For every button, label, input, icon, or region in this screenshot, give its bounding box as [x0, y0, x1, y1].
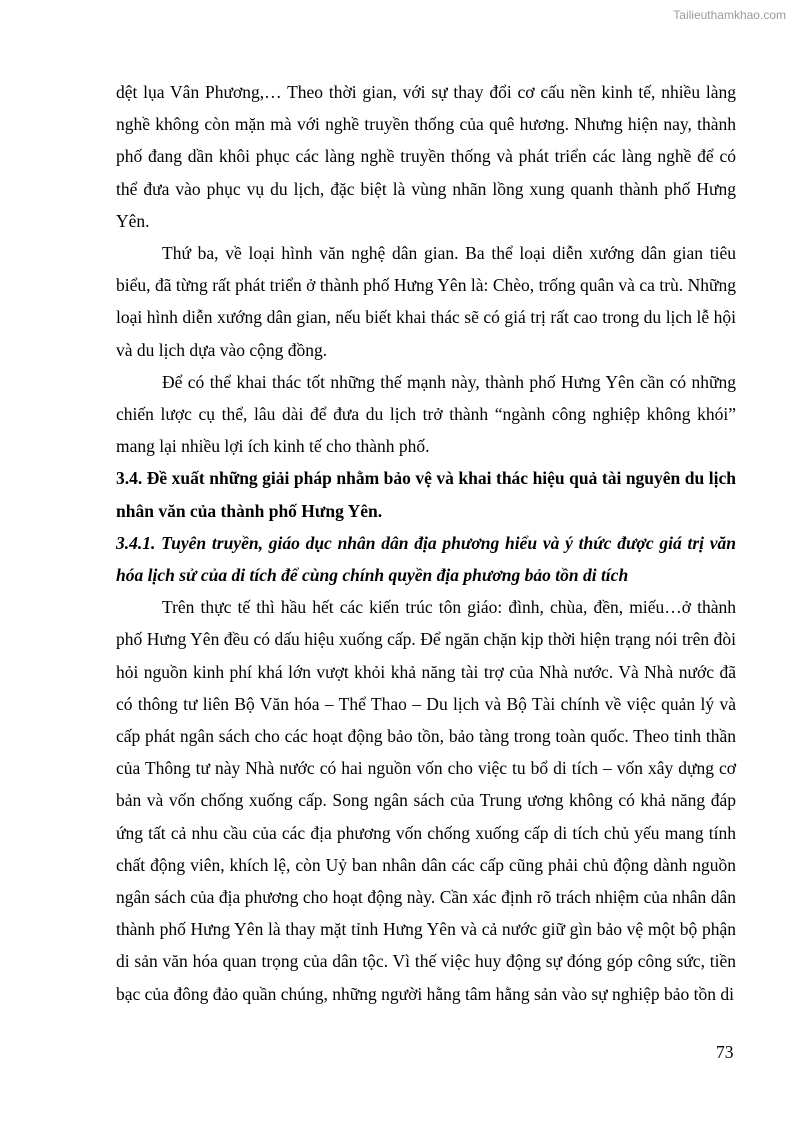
paragraph-1: dệt lụa Vân Phương,… Theo thời gian, với sự thay đổi cơ cấu nền kinh tế, nhiều làng nghề không còn mặn mà với nghề truyền thống của quê hương. Nhưng hiện nay, thành phố đang dần khôi phục các làng nghề truyền thống và phát triển các làng nghề để có thể đưa vào phục vụ du lịch, đặc biệt là vùng nhãn lồng xung quanh thành phố Hưng Yên.	[116, 82, 736, 231]
watermark: Tailieuthamkhao.com	[673, 8, 786, 22]
paragraph-4: Trên thực tế thì hầu hết các kiến trúc tôn giáo: đình, chùa, đền, miếu…ở thành phố Hưng Yên đều có dấu hiệu xuống cấp. Để ngăn chặn kịp thời hiện trạng nói trên đòi hỏi nguồn kinh phí khá lớn vượt khỏi khả năng tài trợ của Nhà nước. Và Nhà nước đã có thông tư liên Bộ Văn hóa – Thể Thao – Du lịch và Bộ Tài chính về việc quản lý và cấp phát ngân sách cho các hoạt động bảo tồn, bảo tàng trong toàn quốc. Theo tinh thần của Thông tư này Nhà nước có hai nguồn vốn cho việc tu bổ di tích – vốn xây dựng cơ bản và vốn chống xuống cấp. Song ngân sách của Trung ương không có khả năng đáp ứng tất cả nhu cầu của các địa phương vốn chống xuống cấp di tích chủ yếu mang tính chất động viên, khích lệ, còn Uỷ ban nhân dân các cấp cũng phải chủ động dành nguồn ngân sách của địa phương cho hoạt động này. Cần xác định rõ trách nhiệm của nhân dân thành phố Hưng Yên là thay mặt tỉnh Hưng Yên và cả nước giữ gìn bảo vệ một bộ phận di sản văn hóa quan trọng của dân tộc. Vì thế việc huy động sự đóng góp công sức, tiền bạc của đông đảo quần chúng, những người hằng tâm hằng sản vào sự nghiệp bảo tồn di	[116, 597, 736, 1004]
subsection-heading-3-4-1: 3.4.1. Tuyên truyền, giáo dục nhân dân địa phương hiểu và ý thức được giá trị văn hóa lịch sử của di tích để cùng chính quyền địa phương bảo tồn di tích	[116, 532, 736, 586]
page-body	[116, 76, 736, 1010]
paragraph-3: Để có thể khai thác tốt những thế mạnh này, thành phố Hưng Yên cần có những chiến lược cụ thể, lâu dài để đưa du lịch trở thành “ngành công nghiệp không khói” mang lại nhiều lợi ích kinh tế cho thành phố.	[116, 371, 736, 457]
page-number: 73	[716, 1042, 734, 1062]
section-heading-3-4: 3.4. Đề xuất những giải pháp nhằm bảo vệ và khai thác hiệu quả tài nguyên du lịch nhân văn của thành phố Hưng Yên.	[116, 468, 736, 521]
paragraph-2: Thứ ba, về loại hình văn nghệ dân gian. Ba thể loại diễn xướng dân gian tiêu biểu, đã từng rất phát triển ở thành phố Hưng Yên là: Chèo, trống quân và ca trù. Những loại hình diễn xướng dân gian, nếu biết khai thác sẽ có giá trị rất cao trong du lịch lễ hội và du lịch dựa vào cộng đồng.	[116, 243, 736, 360]
